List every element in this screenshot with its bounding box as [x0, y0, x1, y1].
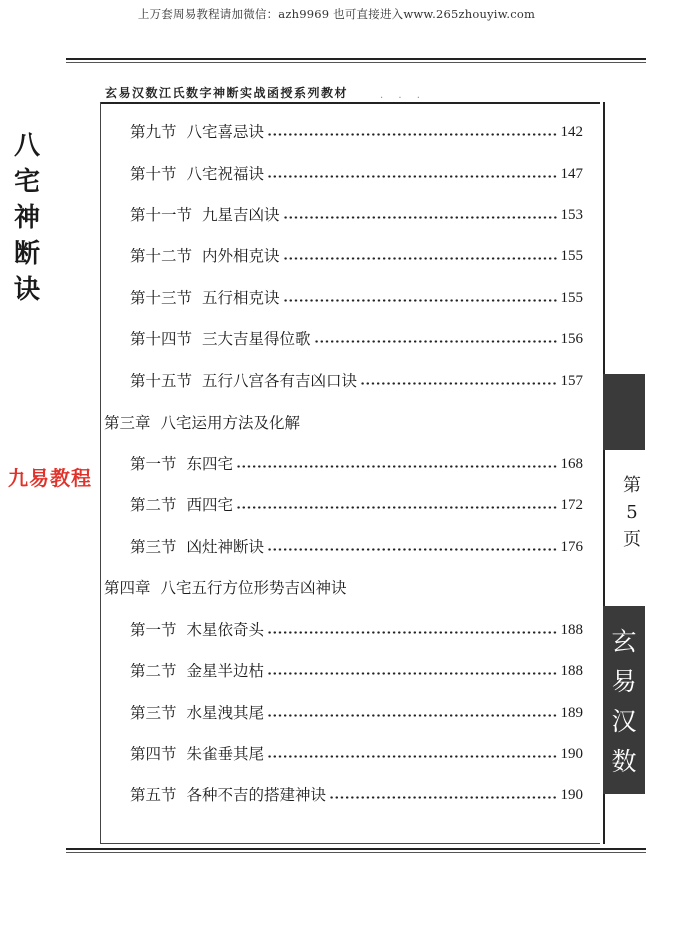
- toc-title: 三大吉星得位歌: [202, 330, 311, 348]
- toc-title: 水星洩其尾: [186, 704, 265, 722]
- toc-entry: [130, 120, 583, 144]
- toc-label: [130, 659, 264, 683]
- header-dots: . . .: [380, 90, 426, 101]
- toc-number: 第五节: [130, 786, 177, 804]
- toc-title: 八宅喜忌诀: [186, 123, 265, 141]
- left-frame-rule: [100, 102, 101, 844]
- sidebar-page-number: [617, 472, 647, 553]
- toc-number: 第三节: [130, 704, 177, 722]
- toc-chapter: [104, 411, 584, 435]
- toc-label: [130, 452, 233, 476]
- toc-leader-dots: [329, 790, 557, 804]
- toc-entry: [130, 203, 583, 227]
- toc-leader-dots: [236, 459, 557, 473]
- toc-number: 第二节: [130, 496, 177, 514]
- toc-entry: [130, 618, 583, 642]
- toc-title: 西四宅: [186, 496, 234, 514]
- toc-entry: [130, 452, 583, 476]
- sidebar-rule: [603, 102, 605, 374]
- sidebar-page-char: 5: [626, 502, 638, 523]
- toc-page-number: 176: [560, 539, 583, 555]
- toc-leader-dots: [267, 169, 557, 183]
- toc-entry: [130, 162, 583, 186]
- toc-label: [130, 701, 264, 725]
- toc-number: 第四节: [130, 745, 177, 763]
- toc-label: [130, 244, 280, 268]
- toc-leader-dots: [267, 749, 557, 763]
- toc-page-number: 168: [560, 456, 583, 472]
- sidebar-bottom-rule: [603, 794, 605, 844]
- sidebar-brand-block: [603, 606, 645, 794]
- sidebar-title: [12, 128, 42, 308]
- toc-label: [130, 286, 280, 310]
- toc-number: 第一节: [130, 621, 177, 639]
- toc-leader-dots: [267, 542, 557, 556]
- sidebar-page-block: [603, 450, 645, 606]
- toc-label: [130, 162, 264, 186]
- toc-leader-dots: [236, 500, 557, 514]
- toc-leader-dots: [360, 376, 557, 390]
- toc-number: 第十二节: [130, 247, 193, 265]
- toc-page-number: 189: [560, 705, 583, 721]
- toc-entry: [130, 493, 583, 517]
- toc-entry: [130, 369, 583, 393]
- inner-bottom-rule: [100, 843, 600, 844]
- toc-leader-dots: [267, 127, 557, 141]
- toc-page-number: 190: [560, 746, 583, 762]
- toc-entry: [130, 659, 583, 683]
- toc-page-number: 190: [560, 787, 583, 803]
- toc-label: [104, 414, 300, 432]
- toc-page-number: 188: [560, 622, 583, 638]
- toc-page-number: 155: [560, 248, 583, 264]
- toc-entry: [130, 701, 583, 725]
- sidebar-title-char: 断: [13, 239, 40, 269]
- sidebar-title-char: 八: [13, 131, 40, 161]
- sidebar-brand-char: 易: [611, 667, 637, 696]
- toc-page-number: 188: [560, 663, 583, 679]
- sidebar-title-block: [603, 102, 645, 374]
- toc-title: 五行相克诀: [202, 289, 280, 307]
- sidebar-title-char: 神: [13, 203, 40, 233]
- toc-number: 第二节: [130, 662, 177, 680]
- toc-label: [130, 535, 264, 559]
- toc-label: [130, 327, 311, 351]
- toc-number: 第一节: [130, 455, 177, 473]
- toc-entry: [130, 742, 583, 766]
- toc-number: 第十四节: [130, 330, 193, 348]
- toc-leader-dots: [283, 293, 558, 307]
- toc-title: 九星吉凶诀: [202, 206, 280, 224]
- toc-label: [130, 742, 264, 766]
- toc-label: [130, 493, 233, 517]
- toc-entry: [130, 783, 583, 807]
- toc-title: 各种不吉的搭建神诀: [186, 786, 327, 804]
- sidebar-brand-char: 汉: [611, 707, 637, 736]
- toc-page-number: 155: [560, 290, 583, 306]
- toc-label: [130, 120, 264, 144]
- top-rule-thin: [66, 62, 646, 63]
- header-rule: [100, 102, 600, 104]
- toc-label: [130, 369, 357, 393]
- toc-page-number: 156: [560, 331, 583, 347]
- toc-page-number: 157: [560, 373, 583, 389]
- toc-number: 第三章: [104, 414, 151, 432]
- toc-label: [104, 579, 347, 597]
- sidebar-brand-char: 数: [611, 747, 637, 776]
- toc-entry: [130, 286, 583, 310]
- watermark: 九易教程: [8, 466, 92, 490]
- toc-chapter: [104, 576, 584, 600]
- sidebar-title-char: 宅: [13, 167, 40, 197]
- toc-page-number: 142: [560, 124, 583, 140]
- toc-page-number: 172: [560, 497, 583, 513]
- running-header: 玄易汉数江氏数字神断实战函授系列教材: [105, 86, 349, 100]
- top-notice: 上万套周易教程请加微信：azh9969 也可直接进入www.265zhouyiw.com: [137, 7, 536, 21]
- bottom-rule: [66, 848, 646, 850]
- toc-title: 八宅五行方位形势吉凶神诀: [160, 579, 347, 597]
- sidebar-page-char: 页: [623, 529, 641, 550]
- toc-page-number: 153: [560, 207, 583, 223]
- sidebar-page-char: 第: [623, 475, 641, 496]
- toc-number: 第十三节: [130, 289, 193, 307]
- toc-title: 内外相克诀: [202, 247, 280, 265]
- toc-title: 凶灶神断诀: [186, 538, 265, 556]
- sidebar-dark-block: [603, 374, 645, 450]
- toc-label: [130, 783, 326, 807]
- toc-leader-dots: [283, 210, 558, 224]
- toc-leader-dots: [267, 666, 557, 680]
- bottom-rule-thin: [66, 852, 646, 853]
- toc-number: 第三节: [130, 538, 177, 556]
- toc-number: 第十一节: [130, 206, 193, 224]
- toc-number: 第十节: [130, 165, 177, 183]
- toc-leader-dots: [283, 251, 558, 265]
- toc-title: 朱雀垂其尾: [186, 745, 265, 763]
- toc-title: 东四宅: [186, 455, 234, 473]
- toc-title: 五行八宫各有吉凶口诀: [202, 372, 358, 390]
- toc-leader-dots: [267, 625, 557, 639]
- toc-number: 第十五节: [130, 372, 193, 390]
- toc-title: 木星依奇头: [186, 621, 265, 639]
- toc-entry: [130, 327, 583, 351]
- sidebar-title-char: 诀: [13, 275, 40, 305]
- toc-entry: [130, 535, 583, 559]
- toc-label: [130, 203, 280, 227]
- toc-title: 八宅祝福诀: [186, 165, 265, 183]
- top-rule: [66, 58, 646, 60]
- toc-title: 金星半边枯: [186, 662, 265, 680]
- toc-number: 第四章: [104, 579, 151, 597]
- toc-title: 八宅运用方法及化解: [160, 414, 301, 432]
- toc-leader-dots: [314, 334, 558, 348]
- toc-entry: [130, 244, 583, 268]
- sidebar-brand: [606, 622, 642, 782]
- toc-number: 第九节: [130, 123, 177, 141]
- toc-label: [130, 618, 264, 642]
- sidebar-brand-char: 玄: [611, 627, 637, 656]
- toc-leader-dots: [267, 708, 557, 722]
- toc-page-number: 147: [560, 166, 583, 182]
